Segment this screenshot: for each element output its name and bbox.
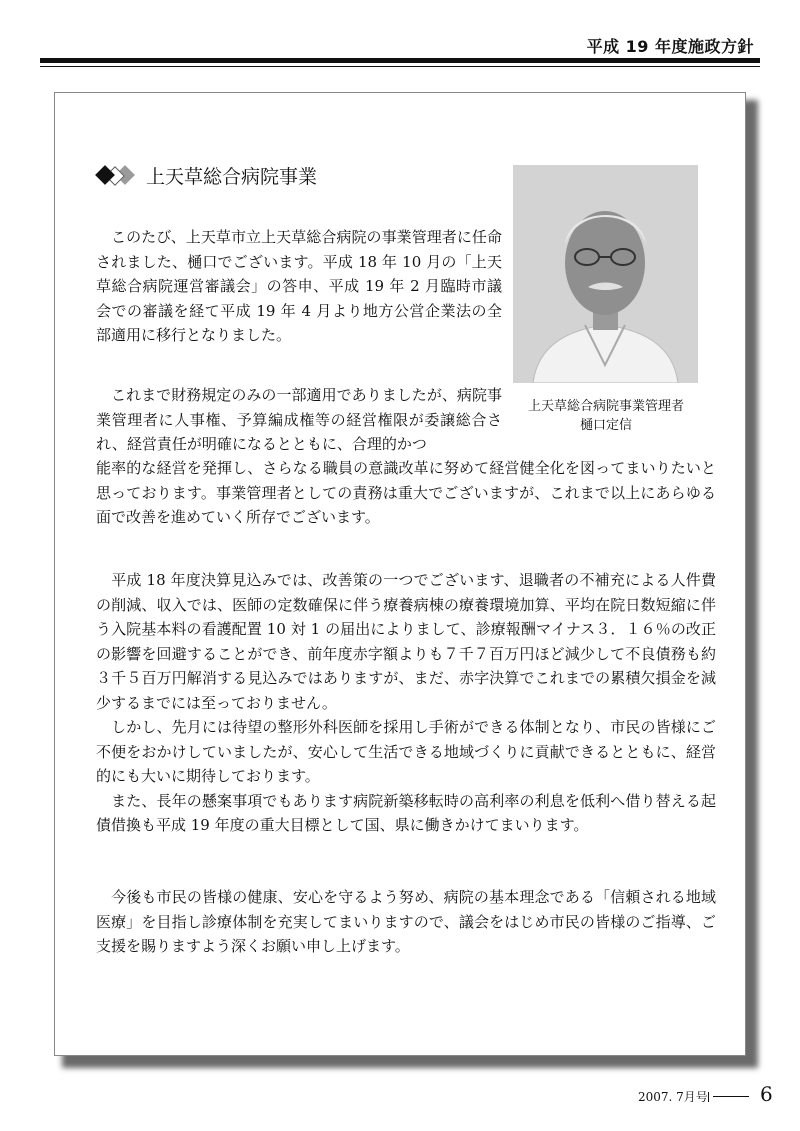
issue-label: 2007. 7月号 (638, 1090, 708, 1104)
caption-title: 上天草総合病院事業管理者 (527, 399, 684, 414)
header-title: 平成 19 年度施政方針 (586, 37, 754, 56)
paragraph-3: 平成 18 年度決算見込みでは、改善策の一つでございます、退職者の不補充による人件費の削減、収入では、医師の定数確保に伴う療養病棟の療養環境加算、平均在院日数短縮に伴う入院基本料の看護配置 10 対 1 の届出によりまして、診療報酬マイナス３．１６％の改正の影響を回避することができ、前年度赤字額よりも７千７百万円ほど減少して不良債務も約３千５百万円解消する見込みではありますが、まだ、赤字決算でこれまでの累積欠損金を減少するまでには至っておりません。 (96, 571, 716, 712)
photo-caption (514, 397, 698, 435)
section-title: 上天草総合病院事業 (146, 166, 318, 188)
paragraph-2b: 能率的な経営を発揮し、さらなる職員の意識改革に努めて経営健全化を図ってまいりたいと思っております。事業管理者としての責務は重大でございますが、これまで以上にあらゆる面で改善を進めていく所存でございます。 (96, 459, 716, 526)
header-rule-thin (40, 66, 760, 67)
caption-name: 樋口定信 (579, 418, 632, 433)
page-number: 6 (760, 1082, 773, 1106)
header-rule-thick (40, 58, 760, 63)
paragraph-1: このたび、上天草市立上天草総合病院の事業管理者に任命されました、樋口でございます。平成 18 年 10 月の「上天草総合病院運営審議会」の答申、平成 19 年 2 月臨時市議会での審議を経て平成 19 年 4 月より地方公営企業法の全部適用に移行となりました。 (96, 228, 502, 344)
paragraph-6: 今後も市民の皆様の健康、安心を守るよう努め、病院の基本理念である「信頼される地域医療」を目指し診療体制を充実してまいりますので、議会をはじめ市民の皆様のご指導、ご支援を賜りますよう深くお願い申し上げます。 (96, 888, 716, 955)
paragraph-2a: これまで財務規定のみの一部適用でありましたが、病院事業管理者に人事権、予算編成権等の経営権限が委譲総合され、経営責任が明確になるとともに、合理的かつ (96, 386, 502, 453)
diamond-bullets-icon (96, 164, 140, 188)
section-heading (96, 162, 317, 189)
portrait-photo (513, 165, 698, 383)
footer-issue (638, 1088, 755, 1105)
paragraph-group-3 (96, 568, 716, 838)
paragraph-5: また、長年の懸案事項でもあります病院新築移転時の高利率の利息を低利へ借り替える起債借換も平成 19 年度の重大目標として国、県に働きかけてまいります。 (96, 791, 716, 834)
paragraph-4: しかし、先月には待望の整形外科医師を採用し手術ができる体制となり、市民の皆様にご不便をおかけしていましたが、安心して生活できる地域づくりに貢献できるとともに、経営的にも大いに期待しております。 (96, 718, 716, 785)
